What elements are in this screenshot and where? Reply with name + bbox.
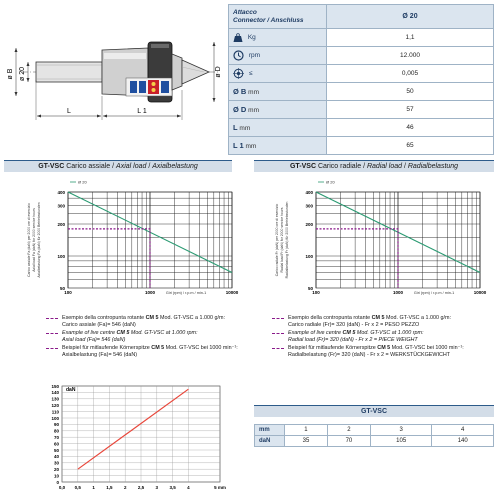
x-tick-label: 1,5 [106, 485, 113, 490]
legend-label: Ø 20 [326, 179, 335, 185]
radial-note-en [272, 330, 494, 343]
force-deflection-chart [26, 378, 226, 498]
gt-table [254, 424, 494, 447]
y-axis-label: Radialbelastung Fr (daN) für 2000 Betriebsstunden [285, 201, 289, 279]
spec-l1-symbol: L 1 [233, 141, 244, 150]
axial-note-en [46, 330, 242, 343]
spec-table [228, 4, 494, 155]
x-tick-label: 4 [187, 485, 190, 490]
x-tick-label: 10000 [473, 290, 487, 295]
radial-note-it-prefix: Esempio della contropunta rotante [288, 315, 372, 321]
x-tick-label: 3 [155, 485, 159, 490]
radial-note-en-prefix: Example of live centre [288, 330, 343, 337]
y-axis-label: daN [66, 387, 76, 393]
y-tick-label: 80 [53, 428, 59, 434]
y-tick-label: 200 [305, 222, 313, 227]
spec-l-unit: mm [239, 125, 251, 132]
axial-note-de [46, 345, 242, 358]
axial-load-chart [22, 178, 239, 306]
y-tick-label: 40 [53, 454, 59, 460]
y-tick-label: 200 [57, 222, 65, 227]
gt-mm-cell: 2 [327, 425, 370, 436]
legend-label: Ø 20 [78, 179, 87, 185]
x-tick-label: 100 [64, 290, 72, 295]
gt-dan-cell: 105 [370, 436, 432, 447]
y-tick-label: 100 [305, 254, 313, 259]
radial-title-de: Radialbelastung [407, 163, 459, 170]
spec-d-value: 57 [327, 101, 494, 119]
dim-label-20: ø 20 [19, 66, 26, 82]
gt-dan-cell: 140 [432, 436, 494, 447]
example-dash-icon [272, 333, 284, 334]
x-tick-label: 3,5 [169, 485, 176, 490]
axial-note-en-prefix: Example of live centre [62, 330, 117, 337]
axial-title-it: Carico assiale [66, 163, 111, 170]
spec-row-weight [229, 29, 494, 47]
radial-title-it: Carico radiale [317, 163, 362, 170]
spec-rpm-unit: rpm [248, 52, 261, 60]
spec-d-unit: mm [248, 107, 259, 114]
axial-title-de: Axialbelastung [152, 163, 198, 170]
y-tick-label: 20 [53, 467, 59, 472]
radial-note-it-bold: CM 5 [371, 315, 385, 321]
dim-label-b: ø B [7, 68, 14, 80]
y-tick-label: 300 [57, 203, 65, 209]
gt-mm-cell: 1 [285, 425, 328, 436]
y-tick-label: 0 [56, 479, 59, 485]
x-tick-label: 0,5 [74, 485, 81, 490]
gt-mm-label: mm [255, 425, 285, 436]
x-tick-label: 100 [312, 290, 320, 295]
y-tick-label: 30 [53, 460, 59, 466]
spec-d-symbol: Ø D [233, 105, 247, 114]
axial-note-en-bold: CM 5 [116, 330, 130, 337]
gt-row-dan [255, 436, 494, 447]
radial-note-it-suffix: Mod. GT-VSC a 1.000 g/m: [384, 315, 452, 321]
y-tick-label: 400 [57, 190, 65, 195]
y-tick-label: 50 [59, 286, 65, 291]
radial-note-it [272, 315, 494, 328]
axial-note-it-suffix: Mod. GT-VSC a 1.000 g/m: [158, 315, 226, 321]
y-tick-label: 130 [51, 396, 59, 402]
axial-note-de-bold: CM 5 [151, 345, 165, 352]
spec-header-label [229, 5, 327, 29]
radial-title-en: Radial load [366, 163, 403, 170]
y-tick-label: 140 [51, 390, 59, 396]
y-tick-label: 400 [305, 190, 313, 195]
x-tick-label: 1000 [144, 290, 156, 295]
axial-note-en-suffix: Mod. GT-VSC at 1.000 rpm: [129, 330, 198, 337]
axial-note-it [46, 315, 242, 328]
gt-row-mm [255, 425, 494, 436]
spec-row-l1 [229, 137, 494, 155]
spec-row-b [229, 83, 494, 101]
y-tick-label: 300 [305, 203, 313, 209]
radial-model: GT-VSC [289, 163, 316, 170]
radial-note-de [272, 345, 494, 358]
spec-l1-value: 65 [327, 137, 494, 155]
spec-row-rpm [229, 47, 494, 65]
spec-b-value: 50 [327, 83, 494, 101]
spec-b-symbol: Ø B [233, 87, 247, 96]
spec-header-value: Ø 20 [327, 5, 494, 29]
y-tick-label: 10 [53, 473, 59, 479]
spec-header-label-en-de: Connector / Anschluss [233, 16, 304, 24]
y-tick-label: 150 [51, 383, 59, 389]
x-tick-label: 1000 [392, 290, 404, 295]
y-tick-label: 90 [53, 422, 59, 428]
radial-note-de-suffix: Mod. GT-VSC bei 1000 min⁻¹: [390, 345, 464, 352]
y-tick-label: 100 [57, 254, 65, 259]
radial-load-chart [270, 178, 487, 306]
spec-runout-value: 0,005 [327, 65, 494, 83]
spec-row-l [229, 119, 494, 137]
y-axis-label: Axial load Fa (daN) for 2000 service hours [32, 208, 36, 272]
y-tick-label: 110 [51, 409, 59, 415]
spec-weight-unit: Kg [247, 34, 256, 42]
radial-section-title: GT-VSC Carico radiale / Radial load / Radialbelastung [254, 160, 494, 172]
y-axis-label: Carico assiale Fa (daN) per 2000 ore di esercizio [27, 203, 31, 277]
spec-l-value: 46 [327, 119, 494, 137]
y-axis-label: Axialbelastung Fa (daN) für 2000 Betriebsstunden [37, 202, 41, 278]
spec-b-unit: mm [248, 89, 259, 96]
example-dash-icon [272, 348, 284, 349]
spec-rpm-value: 12.000 [327, 47, 494, 65]
gt-dan-cell: 35 [285, 436, 328, 447]
x-axis-label: Giri (rpm) / r.p.m / min-1 [413, 291, 455, 295]
y-tick-label: 100 [51, 415, 59, 421]
x-tick-label: 0,0 [58, 485, 66, 490]
gt-mm-cell: 3 [370, 425, 432, 436]
axial-note-it-line2: Carico assiale (Fa)= 546 (daN) [62, 321, 136, 328]
y-tick-label: 70 [53, 435, 59, 440]
y-tick-label: 50 [307, 286, 313, 291]
live-centre-drawing [6, 20, 222, 138]
weight-icon [233, 33, 243, 42]
radial-note-de-bold: CM 5 [377, 345, 391, 352]
axial-section-title: GT-VSC Carico assiale / Axial load / Axialbelastung [4, 160, 232, 172]
axial-note-de-suffix: Mod. GT-VSC bei 1000 min⁻¹: [164, 345, 238, 352]
axial-note-it-prefix: Esempio della contropunta rotante [62, 315, 146, 321]
gt-dan-cell: 70 [327, 436, 370, 447]
gt-mm-cell: 4 [432, 425, 494, 436]
axial-model: GT-VSC [38, 163, 65, 170]
gt-table-title: GT-VSC [254, 405, 494, 417]
x-tick-label: 10000 [225, 290, 239, 295]
axial-note-de-line2: Axialbelastung (Fa)= 546 (daN) [62, 351, 138, 358]
axial-note-it-bold: CM 5 [145, 315, 159, 321]
example-dash-icon [46, 333, 58, 334]
axial-note-en-line2: Axial load (Fa)= 546 (daN) [62, 336, 126, 343]
spec-row-runout [229, 65, 494, 83]
runout-icon [233, 68, 244, 79]
dim-label-d: ø D [215, 66, 222, 78]
radial-note-en-line2: Radial load (Fr)= 320 (daN) - Fr x 2 = PIECE WEIGHT [288, 336, 418, 343]
radial-note-it-line2: Carico radiale (Fr)= 320 (daN) - Fr x 2 = PESO PEZZO [288, 321, 420, 328]
y-axis-label: Carico radiale Fr (daN) per 2000 ore di esercizio [275, 203, 279, 277]
x-tick-label: 5 mm [214, 485, 226, 490]
x-tick-label: 1 [92, 485, 95, 490]
axial-title-en: Axial load [116, 163, 147, 170]
spec-l-symbol: L [233, 123, 238, 132]
spec-l1-unit: mm [245, 143, 257, 150]
radial-notes [272, 315, 494, 361]
x-tick-label: 2,5 [137, 485, 145, 490]
rpm-icon [233, 50, 244, 61]
example-dash-icon [46, 318, 58, 319]
x-axis-label: Giri (rpm) / r.p.m / min-1 [165, 291, 207, 295]
radial-note-en-bold: CM 5 [342, 330, 356, 337]
y-tick-label: 120 [51, 403, 59, 408]
spec-runout-symbol: ≤ [248, 70, 253, 78]
dim-label-l: L [67, 108, 71, 115]
axial-note-de-prefix: Beispiel für mitlaufende Körnerspitze [62, 345, 152, 352]
gt-dan-label: daN [255, 436, 285, 447]
x-tick-label: 2 [123, 485, 127, 490]
radial-note-en-suffix: Mod. GT-VSC at 1.000 rpm: [355, 330, 424, 337]
spec-header-row [229, 5, 494, 29]
y-tick-label: 50 [53, 447, 59, 453]
axial-notes [46, 315, 242, 361]
spec-weight-value: 1,1 [327, 29, 494, 47]
y-tick-label: 60 [53, 441, 59, 447]
y-axis-label: Radial load Fr (daN) for 2000 service hours [280, 207, 284, 273]
spec-row-d [229, 101, 494, 119]
radial-note-de-prefix: Beispiel für mitlaufende Körnerspitze [288, 345, 378, 352]
radial-note-de-line2: Radialbelastung (Fr)= 320 (daN) - Fr x 2 = WERKSTÜCKGEWICHT [288, 351, 451, 358]
dim-label-l1: L 1 [137, 108, 147, 115]
example-dash-icon [46, 348, 58, 349]
example-dash-icon [272, 318, 284, 319]
spec-header-label-it: Attacco [233, 8, 257, 16]
